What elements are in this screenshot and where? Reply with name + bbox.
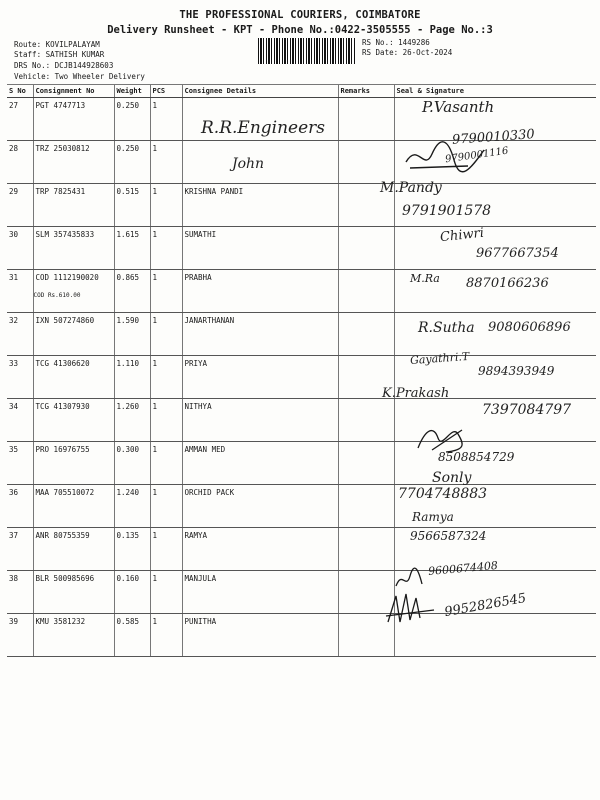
cell-consignment-text: COD 1112190020 [35, 273, 99, 282]
cell-pcs [150, 184, 182, 227]
cell-consignee-text: NITHYA [184, 402, 212, 411]
cell-remarks [338, 528, 394, 571]
handwritten-phone: 9566587324 [410, 529, 487, 543]
rs-date: RS Date: 26-Oct-2024 [362, 48, 453, 57]
cell-sno [7, 485, 33, 528]
handwritten-signature: Ramya [412, 510, 454, 524]
handwritten-phone: 8870166236 [466, 276, 549, 291]
cell-consignment [33, 528, 114, 571]
cell-consignee [182, 270, 338, 313]
cell-sno [7, 571, 33, 614]
cell-remarks [338, 485, 394, 528]
col-header-remarks: Remarks [338, 85, 394, 98]
cell-consignee [182, 313, 338, 356]
cell-sno [7, 399, 33, 442]
cell-pcs-text: 1 [152, 402, 158, 411]
cell-pcs-text: 1 [152, 488, 158, 497]
cell-weight-text: 0.250 [116, 101, 140, 110]
cell-weight [114, 571, 150, 614]
cell-consignee [182, 399, 338, 442]
cell-sno [7, 141, 33, 184]
cell-sno [7, 528, 33, 571]
handwritten-phone: 9791901578 [402, 203, 492, 219]
cell-pcs [150, 98, 182, 141]
cell-pcs-text: 1 [152, 359, 158, 368]
cell-weight [114, 442, 150, 485]
cell-weight-text: 1.240 [116, 488, 140, 497]
cell-sno [7, 227, 33, 270]
cell-weight [114, 399, 150, 442]
cell-weight [114, 184, 150, 227]
cell-consignee [182, 614, 338, 657]
cell-pcs-text: 1 [152, 445, 158, 454]
cell-consignment-text: PGT 4747713 [35, 101, 86, 110]
cell-consignee-text: MANJULA [184, 574, 217, 583]
handwritten-phone: 9790010330 [451, 127, 536, 148]
handwritten-signature: Sonly [432, 470, 472, 486]
vehicle-label: Vehicle: Two Wheeler Delivery [14, 72, 145, 81]
handwritten-consignee: John [232, 156, 265, 172]
cell-sno-text: 27 [9, 101, 19, 110]
cell-consignment [33, 313, 114, 356]
cell-pcs [150, 356, 182, 399]
table-row [7, 614, 596, 657]
cell-weight [114, 227, 150, 270]
cell-sno-text: 35 [9, 445, 19, 454]
cell-sno [7, 356, 33, 399]
cell-pcs-text: 1 [152, 187, 158, 196]
cell-consignee-text: ORCHID PACK [184, 488, 235, 497]
cell-sno-text: 28 [9, 144, 19, 153]
cell-sno-text: 34 [9, 402, 19, 411]
handwritten-phone: 8508854729 [438, 450, 515, 464]
cell-consignee [182, 485, 338, 528]
cell-consignee-text: PRABHA [184, 273, 212, 282]
cell-sno [7, 98, 33, 141]
cell-weight-text: 1.615 [116, 230, 140, 239]
cell-weight [114, 528, 150, 571]
cell-consignee-text: KRISHNA PANDI [184, 187, 244, 196]
cell-remarks [338, 98, 394, 141]
handwritten-signature: P.Vasanth [422, 98, 495, 116]
cell-consignee [182, 528, 338, 571]
cell-weight-text: 0.300 [116, 445, 140, 454]
cell-consignment [33, 184, 114, 227]
cell-pcs [150, 227, 182, 270]
cell-weight [114, 98, 150, 141]
cell-consignee [182, 227, 338, 270]
cell-sno [7, 313, 33, 356]
cell-consignment-text: SLM 357435833 [35, 230, 95, 239]
company-title: THE PROFESSIONAL COURIERS, COIMBATORE [179, 9, 421, 21]
cell-consignment [33, 141, 114, 184]
cell-consignee [182, 356, 338, 399]
handwritten-phone: 7704748883 [398, 486, 488, 502]
handwritten-signature: M.Ra [410, 272, 440, 285]
handwritten-phone: 9790001116 [444, 145, 510, 166]
cell-sno [7, 442, 33, 485]
cell-consignee-text: RAMYA [184, 531, 208, 540]
staff-label: Staff: SATHISH KUMAR [14, 50, 105, 59]
cell-weight-text: 1.590 [116, 316, 140, 325]
cell-pcs-text: 1 [152, 273, 158, 282]
cell-sno-text: 37 [9, 531, 19, 540]
cell-sno [7, 614, 33, 657]
cell-weight [114, 485, 150, 528]
handwritten-consignee: R.R.Engineers [201, 118, 326, 138]
cell-weight-text: 0.585 [116, 617, 140, 626]
cell-pcs-text: 1 [152, 144, 158, 153]
cell-sno-text: 36 [9, 488, 19, 497]
cell-consignment [33, 571, 114, 614]
cell-consignment-text: TCG 41307930 [35, 402, 90, 411]
cell-pcs-text: 1 [152, 574, 158, 583]
cell-consignment-text: ANR 80755359 [35, 531, 90, 540]
handwritten-signature: R.Sutha [418, 320, 475, 336]
rs-number: RS No.: 1449286 [362, 38, 430, 47]
cell-weight [114, 614, 150, 657]
cell-sno-text: 29 [9, 187, 19, 196]
cell-sno [7, 270, 33, 313]
barcode-graphic [258, 38, 356, 64]
table-row [7, 184, 596, 227]
cell-pcs [150, 571, 182, 614]
cell-consignment-text: IXN 507274860 [35, 316, 95, 325]
cell-remarks [338, 227, 394, 270]
cell-consignment [33, 614, 114, 657]
cell-remarks [338, 399, 394, 442]
cell-pcs-text: 1 [152, 316, 158, 325]
drs-number: DRS No.: DCJB144928603 [14, 61, 114, 70]
col-header-sno: S No [7, 85, 33, 98]
cell-consignment-text: TRZ 25030812 [35, 144, 90, 153]
cell-consignee [182, 571, 338, 614]
cell-weight-text: 0.250 [116, 144, 140, 153]
cell-sno-text: 30 [9, 230, 19, 239]
runsheet-subtitle: Delivery Runsheet - KPT - Phone No.:0422-3505555 - Page No.:3 [107, 24, 493, 36]
cell-pcs [150, 141, 182, 184]
handwritten-phone: 9080606896 [488, 320, 571, 335]
cell-consignee-text: JANARTHANAN [184, 316, 235, 325]
col-header-pcs: PCS [150, 85, 182, 98]
cell-consignment [33, 356, 114, 399]
table-header-row [7, 85, 596, 98]
cell-pcs [150, 485, 182, 528]
cell-weight [114, 313, 150, 356]
cell-weight-text: 0.515 [116, 187, 140, 196]
cell-consignment-text: BLR 500985696 [35, 574, 95, 583]
cell-consignee-text: SUMATHI [184, 230, 217, 239]
cell-weight-text: 0.160 [116, 574, 140, 583]
handwritten-signature: K.Prakash [382, 386, 450, 401]
cell-weight-text: 0.865 [116, 273, 140, 282]
handwritten-signature: Chiwri [439, 225, 485, 246]
cell-weight-text: 1.260 [116, 402, 140, 411]
cell-remarks [338, 270, 394, 313]
cell-pcs-text: 1 [152, 101, 158, 110]
cell-pcs [150, 528, 182, 571]
handwritten-phone: 9952826545 [443, 590, 528, 621]
cell-pcs-text: 1 [152, 617, 158, 626]
handwritten-phone: 9600674408 [427, 558, 499, 579]
cell-consignment-text: MAA 705510072 [35, 488, 95, 497]
cell-sno [7, 184, 33, 227]
handwritten-signature: Gayathri.T [409, 349, 470, 368]
cell-sno-text: 33 [9, 359, 19, 368]
cell-sno-text: 39 [9, 617, 19, 626]
handwritten-phone: 9894393949 [478, 364, 555, 378]
cell-consignment [33, 399, 114, 442]
cell-consignee [182, 442, 338, 485]
cell-sno-text: 38 [9, 574, 19, 583]
cell-consignee-text: PRIYA [184, 359, 208, 368]
table-row [7, 528, 596, 571]
col-header-consignee: Consignee Details [182, 85, 338, 98]
cell-sno-text: 32 [9, 316, 19, 325]
cod-amount: COD Rs.610.00 [33, 292, 81, 299]
cell-consignment [33, 227, 114, 270]
cell-pcs [150, 399, 182, 442]
cell-weight [114, 356, 150, 399]
cell-pcs-text: 1 [152, 230, 158, 239]
cell-consignment-text: PRO 16976755 [35, 445, 90, 454]
cell-pcs-text: 1 [152, 531, 158, 540]
cell-weight-text: 0.135 [116, 531, 140, 540]
cell-weight-text: 1.110 [116, 359, 140, 368]
cell-remarks [338, 141, 394, 184]
table-row [7, 485, 596, 528]
cell-consignee-text: PUNITHA [184, 617, 217, 626]
cell-weight [114, 270, 150, 313]
cell-pcs [150, 614, 182, 657]
scribble-signature-icon [382, 588, 442, 628]
cell-consignment-text: KMU 3581232 [35, 617, 86, 626]
cell-pcs [150, 270, 182, 313]
cell-consignment [33, 98, 114, 141]
col-header-signature: Seal & Signature [394, 85, 596, 98]
cell-pcs [150, 313, 182, 356]
route-label: Route: KOVILPALAYAM [14, 40, 100, 49]
cell-consignment-text: TRP 7825431 [35, 187, 86, 196]
cell-remarks [338, 442, 394, 485]
handwritten-phone: 9677667354 [476, 246, 559, 261]
cell-consignment [33, 442, 114, 485]
col-header-weight: Weight [114, 85, 150, 98]
handwritten-signature: M.Pandy [380, 180, 442, 196]
cell-consignment-text: TCG 41306620 [35, 359, 90, 368]
col-header-consignment: Consignment No [33, 85, 114, 98]
cell-consignee-text: AMMAN MED [184, 445, 226, 454]
cell-consignment [33, 485, 114, 528]
cell-remarks [338, 313, 394, 356]
cell-consignment [33, 270, 114, 313]
cell-consignee [182, 184, 338, 227]
handwritten-phone: 7397084797 [482, 402, 572, 418]
cell-pcs [150, 442, 182, 485]
cell-sno-text: 31 [9, 273, 19, 282]
cell-weight [114, 141, 150, 184]
